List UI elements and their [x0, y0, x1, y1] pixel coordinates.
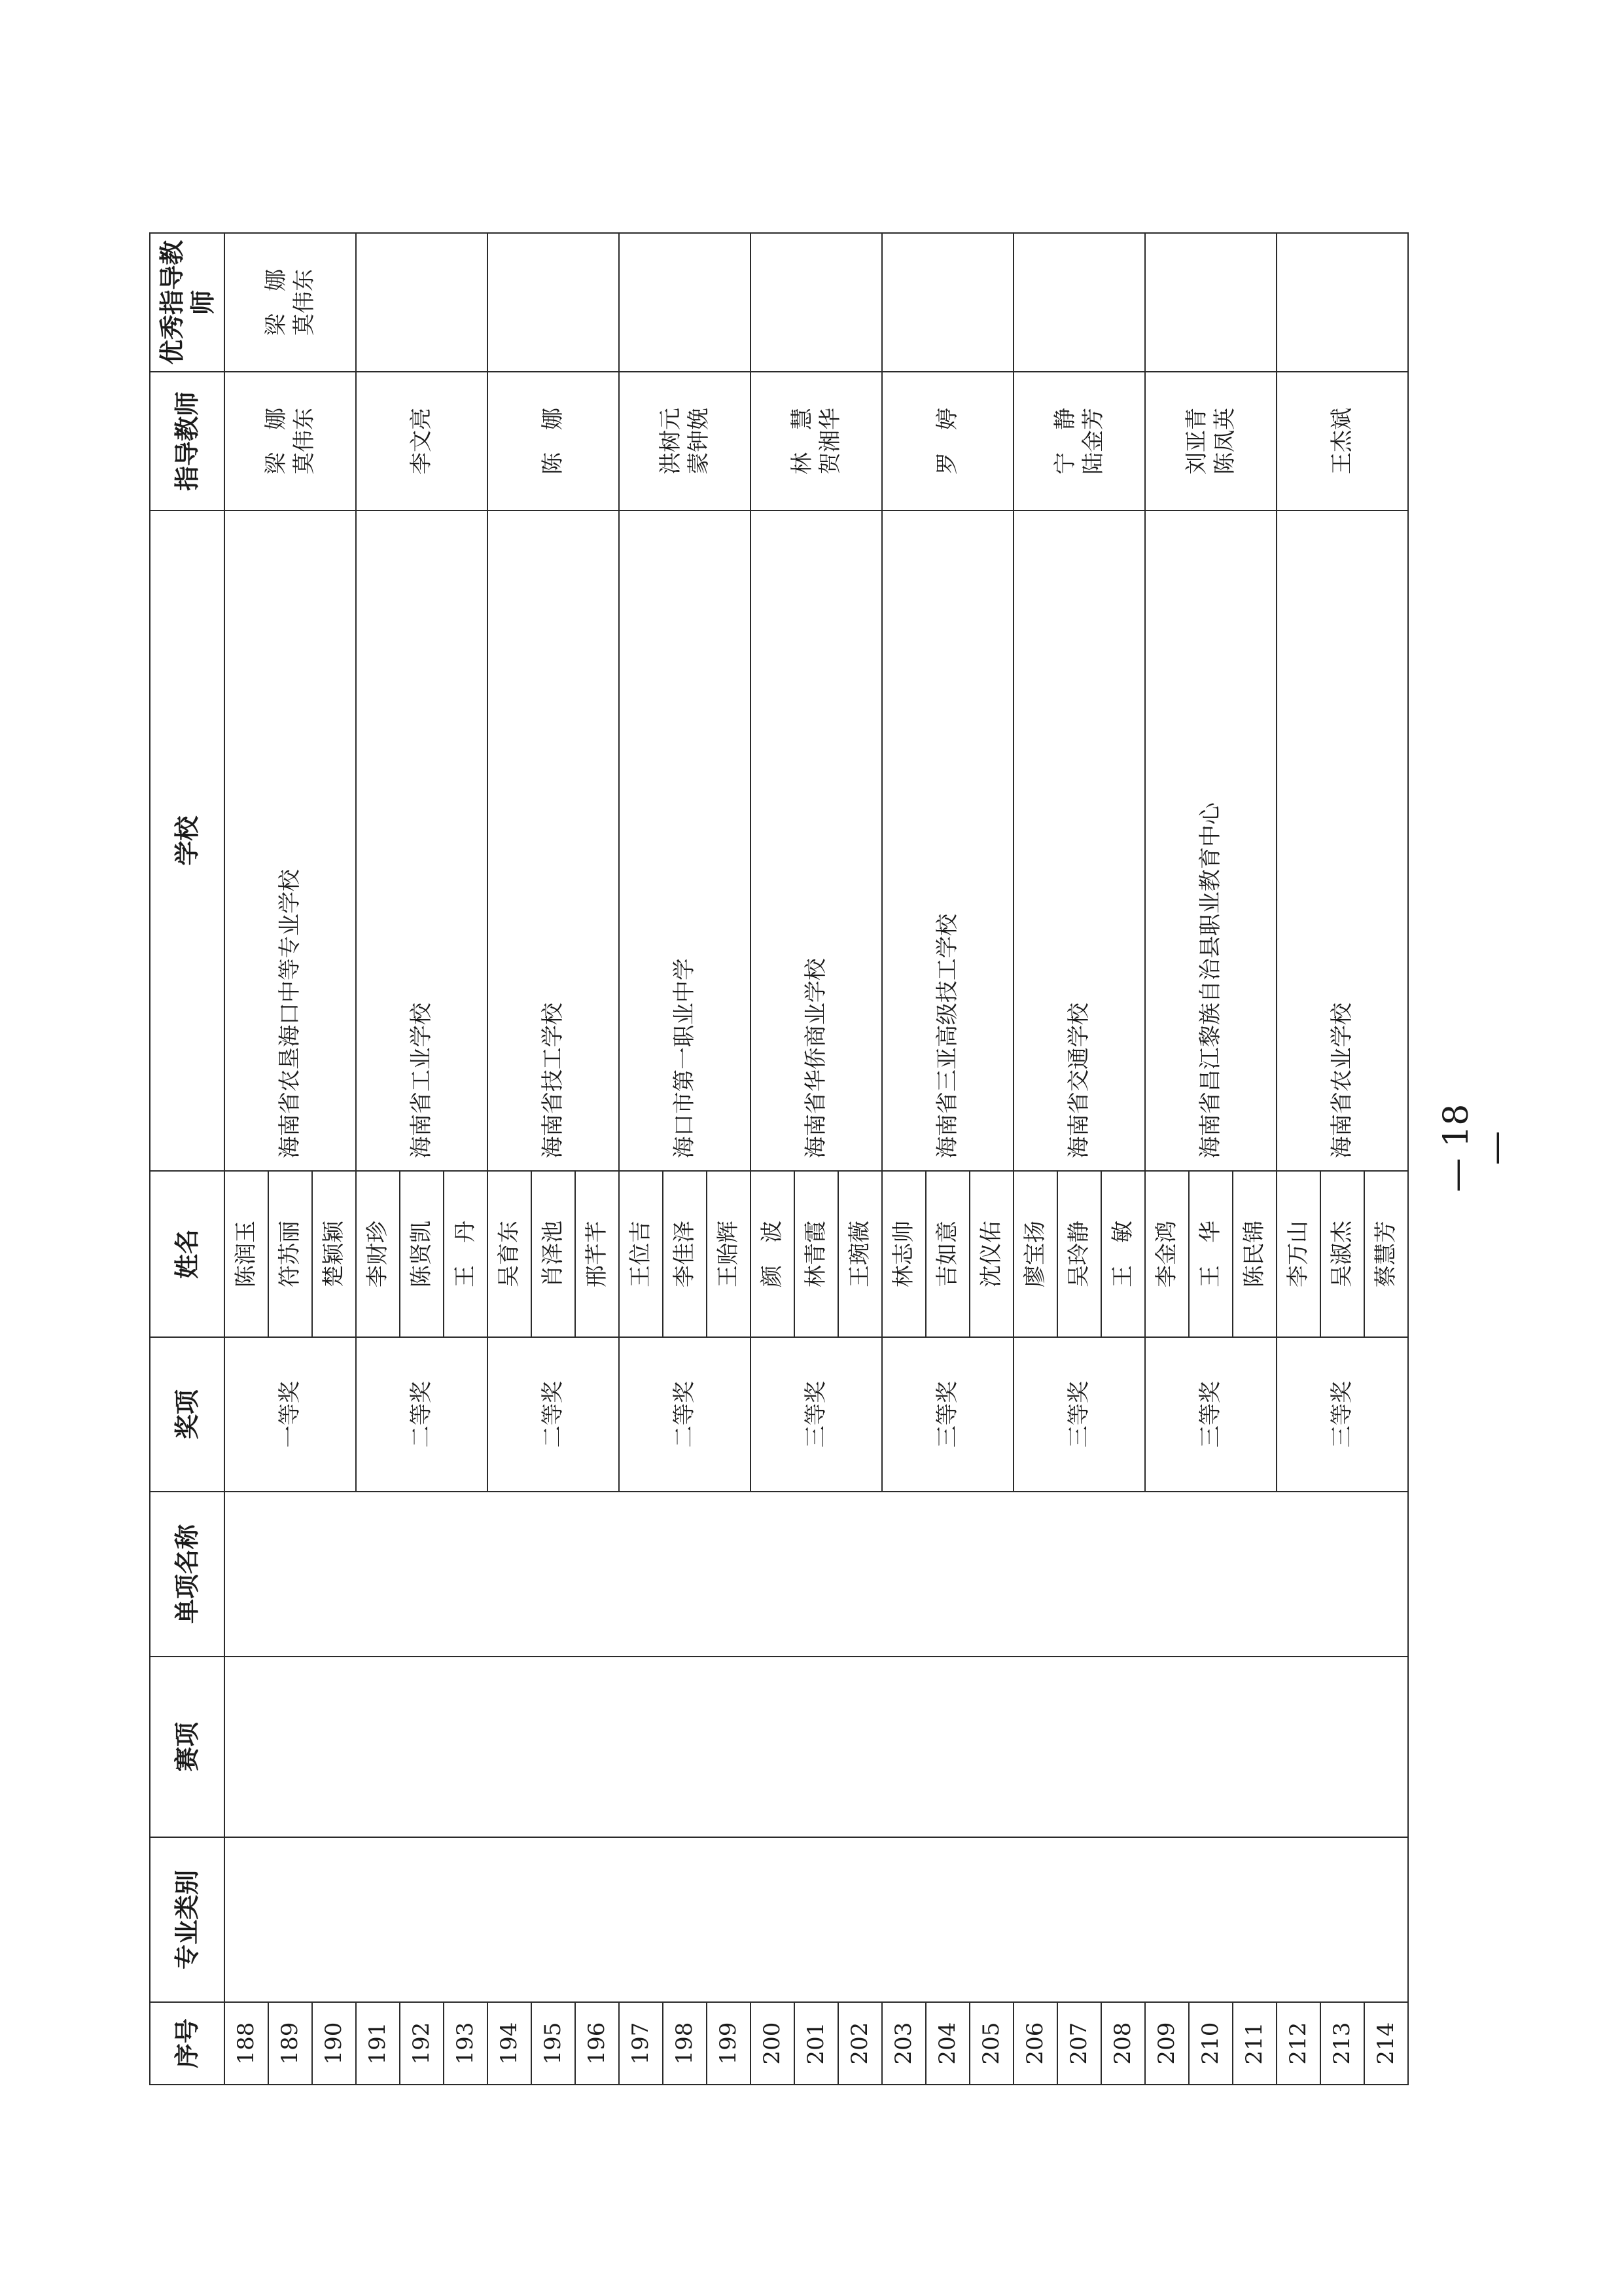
student-name-cell: 肖泽池: [531, 1171, 575, 1337]
seq-cell: 199: [707, 2002, 750, 2085]
student-name-cell: 廖宝扬: [1014, 1171, 1057, 1337]
student-name-cell: 颜 波: [750, 1171, 794, 1337]
header-seq: 序号: [150, 2002, 224, 2085]
teacher-name: 罗 婷: [934, 408, 961, 475]
seq-cell: 188: [224, 2002, 268, 2085]
seq-cell: 198: [663, 2002, 707, 2085]
seq-cell: 204: [926, 2002, 970, 2085]
seq-cell: 193: [444, 2002, 487, 2085]
header-award: 奖项: [150, 1337, 224, 1492]
excellent-teacher-name: 莫伟东: [291, 269, 317, 336]
seq-cell: 200: [750, 2002, 794, 2085]
table-body: [224, 233, 1408, 2085]
school-cell: 海南省昌江黎族自治县职业教育中心: [1145, 511, 1277, 1171]
teacher-name: 林 慧: [789, 408, 815, 475]
student-name-cell: 沈仪佑: [970, 1171, 1014, 1337]
school-cell: 海南省华侨商业学校: [750, 511, 882, 1171]
seq-cell: 194: [487, 2002, 531, 2085]
single-item-cell: [224, 1492, 1408, 1657]
teacher-cell: [356, 372, 487, 511]
seq-cell: 212: [1277, 2002, 1320, 2085]
student-name-cell: 李金鸿: [1145, 1171, 1189, 1337]
school-cell: 海南省农垦海口中等专业学校: [224, 511, 356, 1171]
student-name-cell: 王贻辉: [707, 1171, 750, 1337]
student-name-cell: 楚颖颖: [312, 1171, 356, 1337]
seq-cell: 190: [312, 2002, 356, 2085]
teacher-cell: [619, 372, 750, 511]
excellent-teacher-cell: [750, 233, 882, 372]
student-name-cell: 吉如意: [926, 1171, 970, 1337]
header-single-item: 单项名称: [150, 1492, 224, 1657]
header-excellent-teacher: 优秀指导教师: [150, 233, 224, 372]
school-cell: 海南省交通学校: [1014, 511, 1145, 1171]
seq-cell: 213: [1320, 2002, 1364, 2085]
header-teacher: 指导教师: [150, 372, 224, 511]
header-event: 赛项: [150, 1657, 224, 1837]
category-cell: [224, 1837, 1408, 2002]
teacher-name: 洪树元: [658, 408, 684, 475]
school-cell: 海南省三亚高级技工学校: [882, 511, 1014, 1171]
student-name-cell: 邢芊芊: [575, 1171, 619, 1337]
excellent-teacher-cell: [882, 233, 1014, 372]
event-cell: [224, 1657, 1408, 1837]
teacher-cell: [1145, 372, 1277, 511]
teacher-name: 陈 娜: [540, 408, 567, 475]
excellent-teacher-cell: [1145, 233, 1277, 372]
page-number: — 18 —: [1437, 1103, 1515, 1193]
header-school: 学校: [150, 511, 224, 1171]
seq-cell: 196: [575, 2002, 619, 2085]
seq-cell: 189: [268, 2002, 312, 2085]
student-name-cell: 林志帅: [882, 1171, 926, 1337]
teacher-name: 刘亚青: [1184, 408, 1210, 475]
award-cell: 二等奖: [619, 1337, 750, 1492]
teacher-cell: [1277, 372, 1408, 511]
award-cell: 三等奖: [1014, 1337, 1145, 1492]
student-name-cell: 吴淑杰: [1320, 1171, 1364, 1337]
seq-cell: 191: [356, 2002, 400, 2085]
seq-cell: 206: [1014, 2002, 1057, 2085]
student-name-cell: 王 敏: [1101, 1171, 1145, 1337]
seq-cell: 203: [882, 2002, 926, 2085]
student-name-cell: 吴育东: [487, 1171, 531, 1337]
school-cell: 海南省工业学校: [356, 511, 487, 1171]
student-name-cell: 李财珍: [356, 1171, 400, 1337]
teacher-name: 陈凤英: [1211, 408, 1238, 475]
seq-cell: 210: [1189, 2002, 1233, 2085]
award-cell: 三等奖: [1145, 1337, 1277, 1492]
award-cell: 二等奖: [356, 1337, 487, 1492]
excellent-teacher-cell: [356, 233, 487, 372]
award-cell: 三等奖: [1277, 1337, 1408, 1492]
teacher-cell: [1014, 372, 1145, 511]
student-name-cell: 符苏丽: [268, 1171, 312, 1337]
school-cell: 海南省农业学校: [1277, 511, 1408, 1171]
school-cell: 海南省技工学校: [487, 511, 619, 1171]
student-name-cell: 陈润玉: [224, 1171, 268, 1337]
teacher-cell: [224, 372, 356, 511]
teacher-name: 宁 静: [1052, 408, 1078, 475]
excellent-teacher-cell: [1014, 233, 1145, 372]
seq-cell: 201: [794, 2002, 838, 2085]
seq-cell: 202: [838, 2002, 882, 2085]
award-cell: 三等奖: [882, 1337, 1014, 1492]
teacher-name: 梁 娜: [263, 408, 289, 475]
school-cell: 海口市第一职业中学: [619, 511, 750, 1171]
student-name-cell: 王琬薇: [838, 1171, 882, 1337]
student-name-cell: 李佳泽: [663, 1171, 707, 1337]
award-cell: 二等奖: [487, 1337, 619, 1492]
student-name-cell: 吴玲静: [1057, 1171, 1101, 1337]
seq-cell: 207: [1057, 2002, 1101, 2085]
award-table: [149, 232, 1409, 2085]
award-cell: 三等奖: [750, 1337, 882, 1492]
award-cell: 一等奖: [224, 1337, 356, 1492]
teacher-name: 蒙钟娩: [685, 408, 712, 475]
seq-cell: 214: [1364, 2002, 1408, 2085]
student-name-cell: 王 丹: [444, 1171, 487, 1337]
seq-cell: 205: [970, 2002, 1014, 2085]
student-name-cell: 陈贤凯: [400, 1171, 444, 1337]
seq-cell: 195: [531, 2002, 575, 2085]
teacher-cell: [750, 372, 882, 511]
excellent-teacher-cell: [1277, 233, 1408, 372]
header-row: [150, 233, 224, 2085]
seq-cell: 192: [400, 2002, 444, 2085]
student-name-cell: 王 华: [1189, 1171, 1233, 1337]
teacher-name: 陆金芳: [1080, 408, 1106, 475]
seq-cell: 197: [619, 2002, 663, 2085]
student-name-cell: 王位吉: [619, 1171, 663, 1337]
seq-cell: 208: [1101, 2002, 1145, 2085]
excellent-teacher-cell: [487, 233, 619, 372]
excellent-teacher-cell: [619, 233, 750, 372]
excellent-teacher-name: 梁 娜: [263, 269, 289, 336]
excellent-teacher-cell: [224, 233, 356, 372]
teacher-name: 莫伟东: [291, 408, 317, 475]
seq-cell: 211: [1233, 2002, 1277, 2085]
student-name-cell: 陈民锦: [1233, 1171, 1277, 1337]
header-category: 专业类别: [150, 1837, 224, 2002]
teacher-name: 王杰斌: [1329, 408, 1356, 475]
teacher-name: 李文亮: [408, 408, 435, 475]
header-name: 姓名: [150, 1171, 224, 1337]
table-row: [224, 233, 268, 2085]
teacher-cell: [882, 372, 1014, 511]
seq-cell: 209: [1145, 2002, 1189, 2085]
teacher-name: 贺湘华: [817, 408, 843, 475]
student-name-cell: 林青霞: [794, 1171, 838, 1337]
student-name-cell: 李万山: [1277, 1171, 1320, 1337]
student-name-cell: 蔡慧芳: [1364, 1171, 1408, 1337]
teacher-cell: [487, 372, 619, 511]
